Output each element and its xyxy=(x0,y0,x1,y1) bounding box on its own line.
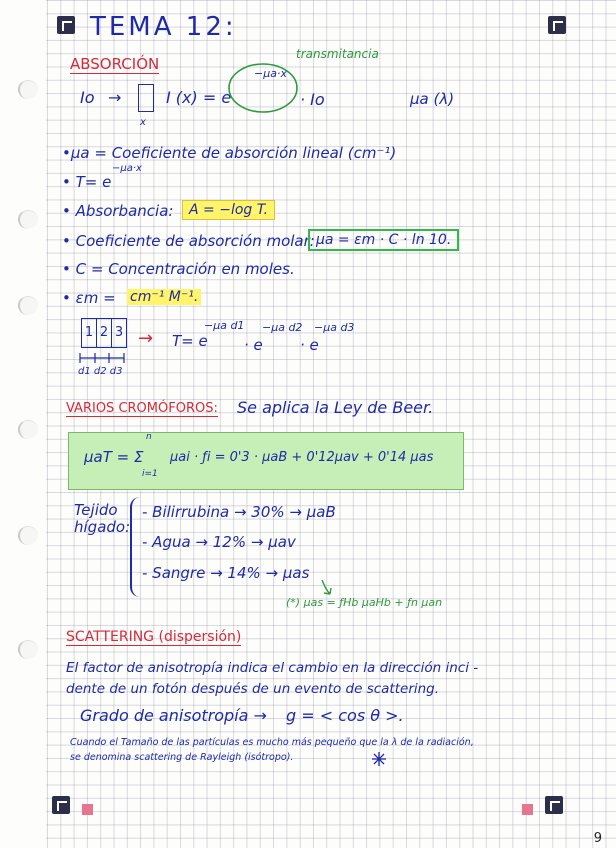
section-heading-absorcion: ABSORCIÓN xyxy=(70,55,160,73)
grouping-brace xyxy=(130,497,142,597)
binder-hole xyxy=(18,80,38,99)
binder-hole xyxy=(18,420,38,439)
item-absorbancia: • Absorbancia: xyxy=(62,202,174,220)
rayleigh-note-line2: se denomina scattering de Rayleigh (isótropo). xyxy=(70,752,294,763)
layer-thickness-labels: d1 d2 d3 xyxy=(78,366,123,377)
red-arrow-icon: → xyxy=(138,328,154,349)
binder-hole xyxy=(18,640,38,659)
layered-sample-diagram xyxy=(81,318,127,348)
notebook-logo-icon xyxy=(57,16,75,34)
isotropic-star-icon xyxy=(372,752,386,766)
t-product-eq: T= e xyxy=(172,332,208,350)
section-heading-cromoforos: VARIOS CROMÓFOROS: xyxy=(66,401,218,416)
binder-hole xyxy=(18,526,38,545)
item-em: • εm = xyxy=(62,289,116,307)
exp-layer3: −μa d3 xyxy=(314,321,355,334)
rayleigh-note-line1: Cuando el Tamaño de las partículas es mucho más pequeño que la λ de la radiación, xyxy=(70,737,474,748)
tissue-item-bilirrubina: - Bilirrubina → 30% → μaB xyxy=(142,503,336,521)
binder-hole xyxy=(18,296,38,315)
eq-x-label: x xyxy=(140,117,146,128)
tejido-label: Tejido xyxy=(74,501,118,519)
blood-absorption-note: (*) μas = ƒHb μaHb + ƒn μan xyxy=(286,596,443,609)
layer-cell: 3 xyxy=(114,325,124,340)
formula-lhs: μaT = Σ xyxy=(84,448,144,466)
sum-lower-limit: i=1 xyxy=(142,469,158,479)
item-transmittance: • T= e xyxy=(62,173,112,191)
tissue-item-sangre: - Sangre → 14% → μas xyxy=(142,564,310,582)
binder-hole xyxy=(18,210,38,229)
higado-label: hígado: xyxy=(74,518,131,536)
pink-marker xyxy=(522,804,533,815)
exp-layer2: −μa d2 xyxy=(262,321,303,334)
section-heading-scattering: SCATTERING (dispersión) xyxy=(66,629,242,645)
eq-io-end: · Io xyxy=(300,90,325,109)
mu-lambda: μa (λ) xyxy=(410,90,455,108)
page-title: TEMA 12: xyxy=(90,12,237,42)
dot-e-1: · e xyxy=(244,336,263,354)
eq-io: Io xyxy=(80,88,95,107)
anisotropy-grade-label: Grado de anisotropía → xyxy=(80,706,267,725)
molar-formula: μa = εm · C · ln 10. xyxy=(308,229,459,251)
formula-rhs: μai · ƒi = 0'3 · μaB + 0'12μav + 0'14 μas xyxy=(170,450,434,465)
dot-e-2: · e xyxy=(300,336,319,354)
annotation-transmitancia: transmitancia xyxy=(296,47,379,61)
beer-law-note: Se aplica la Ley de Beer. xyxy=(237,398,434,417)
anisotropy-paragraph-line1: El factor de anisotropía indica el cambio en la dirección inci - xyxy=(66,660,479,676)
page-number: 9 xyxy=(593,831,602,846)
item-mua-definition: •μa = Coeficiente de absorción lineal (cm⁻¹) xyxy=(62,144,397,162)
thickness-arrows xyxy=(78,352,128,366)
item-concentracion: • C = Concentración en moles. xyxy=(62,260,295,278)
eq-exponent: −μa·x xyxy=(254,67,287,80)
item-coef-molar: • Coeficiente de absorción molar: xyxy=(62,232,315,250)
anisotropy-formula: g = < cos θ >. xyxy=(286,706,404,725)
sample-box xyxy=(138,84,154,112)
notebook-logo-icon xyxy=(52,796,70,814)
layer-cell: 1 xyxy=(82,319,97,347)
tissue-item-agua: - Agua → 12% → μav xyxy=(142,533,296,551)
anisotropy-paragraph-line2: dente de un fotón después de un evento de scattering. xyxy=(66,681,440,697)
notebook-logo-icon xyxy=(545,796,563,814)
transmittance-exponent: −μa·x xyxy=(112,163,142,174)
layer-cell: 2 xyxy=(97,319,112,347)
sum-upper-limit: n xyxy=(146,432,152,442)
absorbance-formula: A = −log T. xyxy=(182,200,275,220)
green-arrow-icon xyxy=(318,578,338,598)
pink-marker xyxy=(82,804,93,815)
exp-layer1: −μa d1 xyxy=(204,319,245,332)
green-circle-annotation xyxy=(225,56,305,116)
em-units: cm⁻¹ M⁻¹. xyxy=(127,289,201,305)
notebook-logo-icon xyxy=(548,16,566,34)
eq-ix: I (x) = e xyxy=(166,88,232,107)
eq-arrow: → xyxy=(108,88,122,107)
